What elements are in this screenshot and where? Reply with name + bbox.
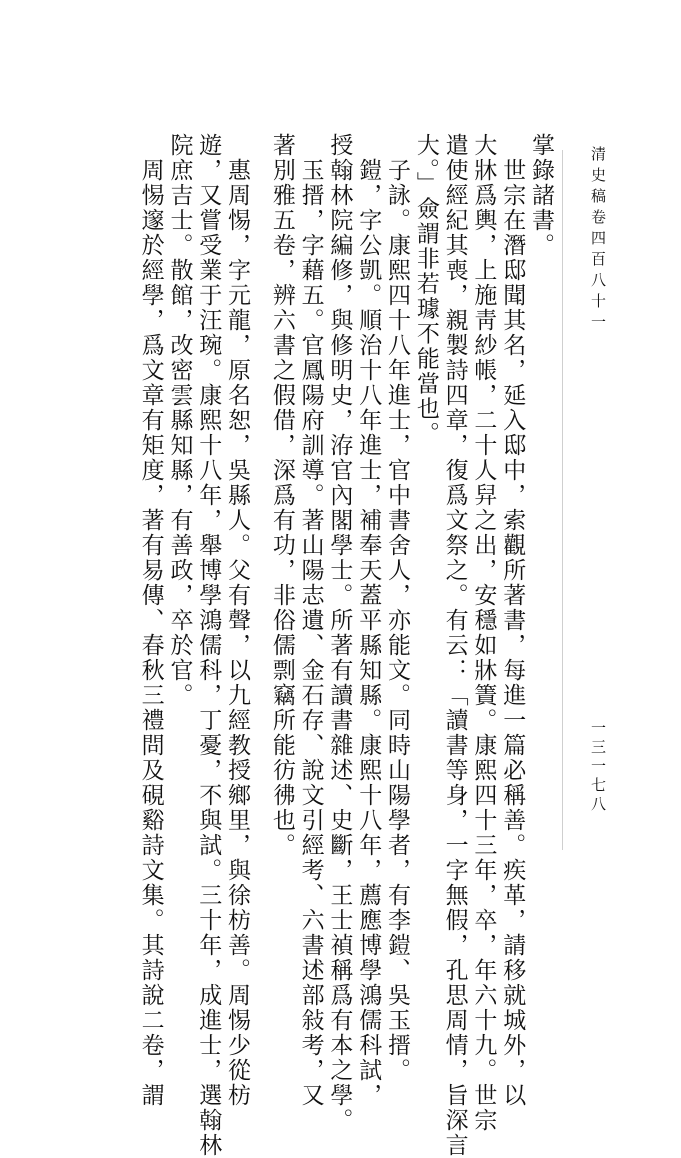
text-column-9: 玉搢，字藉五。官鳳陽府訓導。著山陽志遺、金石存、說文引經考、六書述部敍考，又 [297, 133, 324, 1108]
book-title-header: 清史稿卷四百八十一 [589, 146, 607, 335]
margin-rule [562, 150, 563, 850]
page-number: 一三一七八 [589, 720, 607, 815]
text-column-10: 著別雅五卷，辨六書之假借，深爲有功，非俗儒剽竊所能彷彿也。 [268, 133, 295, 858]
text-column-14: 院庶吉士。散館，改密雲縣知縣，有善政，卒於官。 [166, 133, 193, 708]
vertical-text-body [80, 133, 555, 1158]
text-column-3: 大牀爲輿，上施靑紗帳，二十人舁之出，安穩如牀簀。康熙四十三年，卒，年六十九。世宗 [470, 133, 497, 1133]
text-column-8: 授翰林院編修，與修明史，洊官內閣學士。所著有讀書雜述、史斷，王士禎稱爲有本之學。 [326, 133, 353, 1133]
text-column-5: 大。」僉謂非若璩不能當也。 [412, 133, 439, 447]
section-gap [251, 133, 267, 913]
text-column-4: 遣使經紀其喪，親製詩四章，復爲文祭之。有云：「讀書等身，一字無假，孔思周情，旨深言 [441, 133, 468, 1158]
text-column-6: 子詠。康熙四十八年進士，官中書舍人，亦能文。同時山陽學者，有李鎧、吳玉搢。 [384, 133, 411, 1083]
text-column-13: 遊，又嘗受業于汪琬。康熙十八年，舉博學鴻儒科，丁憂，不與試。三十年，成進士，選翰林 [195, 133, 222, 1158]
text-column-12: 惠周惕，字元龍，原名恕，吳縣人。父有聲，以九經教授鄉里，與徐枋善。周惕少從枋 [224, 133, 251, 1108]
text-column-15: 周惕邃於經學，爲文章有矩度，著有易傳、春秋三禮問及硯谿詩文集。其詩說二卷，謂 [137, 133, 164, 1108]
text-column-7: 鎧，字公凱。順治十八年進士，補奉天蓋平縣知縣。康熙十八年，薦應博學鴻儒科試， [355, 133, 382, 1108]
text-column-1: 掌錄諸書。 [528, 133, 554, 258]
text-column-2: 世宗在潛邸聞其名，延入邸中，索觀所著書，每進一篇必稱善。疾革，請移就城外，以 [499, 133, 526, 1108]
